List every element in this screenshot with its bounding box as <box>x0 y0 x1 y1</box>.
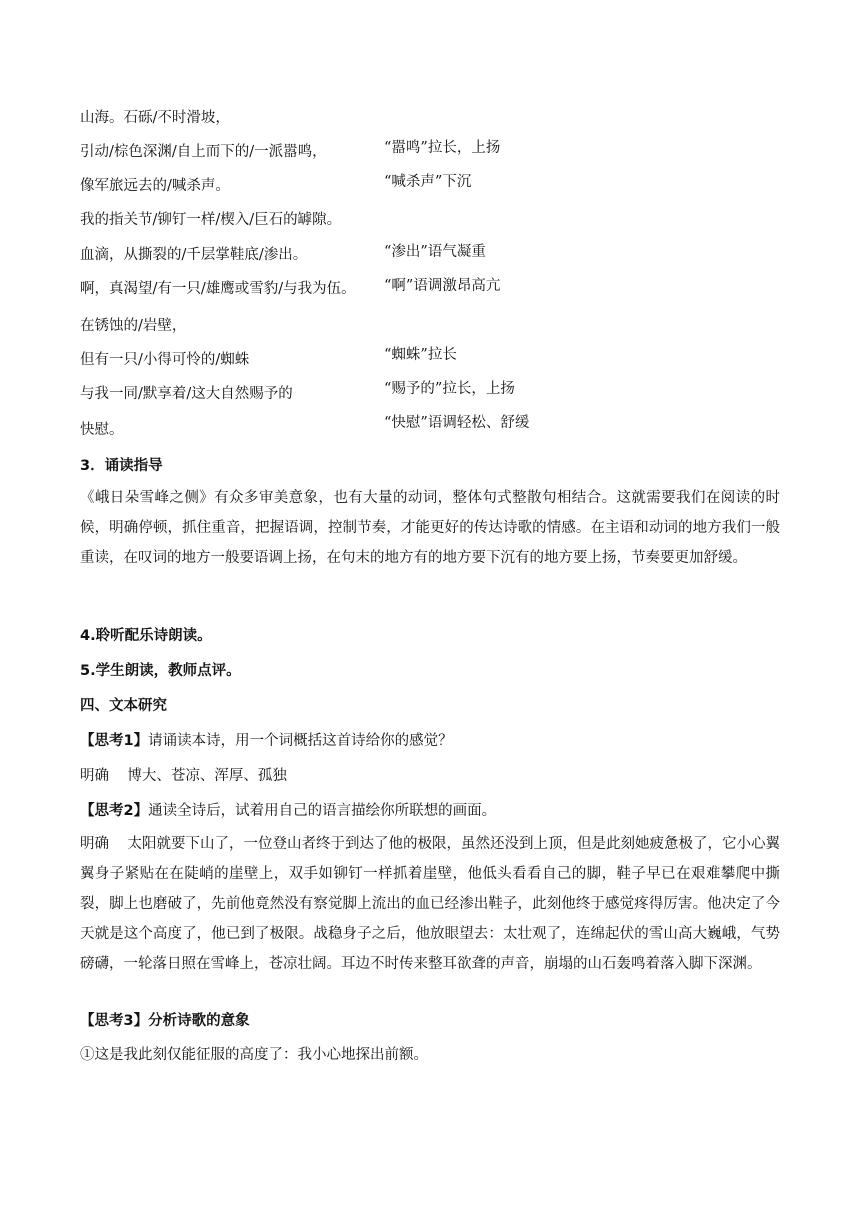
think-1-question <box>80 731 453 751</box>
answer-line: 明确 博大、苍凉、浑厚、孤独 <box>80 768 287 784</box>
section-heading: 5.学生朗读，教师点评。 <box>80 663 241 679</box>
poem-note: “赐予的”拉长，上扬 <box>384 381 515 397</box>
think-question-text: 请诵读本诗，用一个词概括这首诗给你的感觉？ <box>148 733 453 749</box>
poem-line: 血滴，从撕裂的/千层掌鞋底/渗出。 <box>80 247 308 263</box>
poem-note: “嚣鸣”拉长，上扬 <box>384 140 501 156</box>
poem-quote: ①这是我此刻仅能征服的高度了：我小心地探出前额。 <box>80 1047 428 1063</box>
section-heading: 4.聆听配乐诗朗读。 <box>80 628 212 644</box>
reading-guide-paragraph: 《峨日朵雪峰之侧》有众多审美意象，也有大量的动词，整体句式整散句相结合。这就需要我们在阅读的时候，明确停顿，抓住重音，把握语调，控制节奏，才能更好的传达诗歌的情感。在主语和动词的地方我们一般重读，在叹词的地方一般要语调上扬，在句末的地方有的地方要下沉有的地方要上扬，节奏要更加舒缓。 <box>80 490 780 566</box>
think-label: 【思考1】 <box>80 733 149 749</box>
poem-line: 引动/棕色深渊/自上而下的/一派嚣鸣， <box>80 144 327 160</box>
poem-line: 我的指关节/铆钉一样/楔入/巨石的罅隙。 <box>80 212 342 228</box>
poem-line: 啊，真渴望/有一只/雄鹰或雪豹/与我为伍。 <box>80 281 356 297</box>
poem-note: “渗出”语气凝重 <box>384 244 486 260</box>
poem-note: “啊”语调激昂高亢 <box>384 278 501 294</box>
think-label: 【思考2】 <box>80 803 149 819</box>
poem-line: 快慰。 <box>80 422 124 438</box>
think-2-question <box>80 801 496 821</box>
section-heading: 3．诵读指导 <box>80 458 163 474</box>
poem-note: “喊杀声”下沉 <box>384 174 472 190</box>
poem-note: “蜘蛛”拉长 <box>384 347 457 363</box>
answer-paragraph: 明确 太阳就要下山了，一位登山者终于到达了他的极限，虽然还没到上顶，但是此刻她疲惫极了，它小心翼翼身子紧贴在在陡峭的崖壁上，双手如铆钉一样抓着崖壁，他低头看看自己的脚，鞋子早已在艰难攀爬中撕裂，脚上也磨破了，先前他竟然没有察觉脚上流出的血已经渗出鞋子，此刻他终于感觉疼得厉害。他决定了今天就是这个高度了，他已到了极限。战稳身子之后，他放眼望去：太壮观了，连绵起伏的雪山高大巍峨，气势磅礴，一轮落日照在雪峰上，苍凉壮阔。耳边不时传来整耳欲聋的声音，崩塌的山石轰鸣着落入脚下深渊。 <box>80 836 780 972</box>
poem-line: 像军旅远去的/喊杀声。 <box>80 178 230 194</box>
think-3-question: 【思考3】分析诗歌的意象 <box>80 1013 250 1029</box>
poem-line: 在锈蚀的/岩壁， <box>80 318 187 334</box>
poem-line: 山海。石砾/不时滑坡， <box>80 110 230 126</box>
think-question-text: 通读全诗后，试着用自己的语言描绘你所联想的画面。 <box>148 803 497 819</box>
poem-line: 与我一同/默享着/这大自然赐予的 <box>80 386 293 402</box>
section-heading: 四、文本研究 <box>80 698 167 714</box>
poem-note: “快慰”语调轻松、舒缓 <box>384 415 530 431</box>
poem-line: 但有一只/小得可怜的/蜘蛛 <box>80 352 250 368</box>
